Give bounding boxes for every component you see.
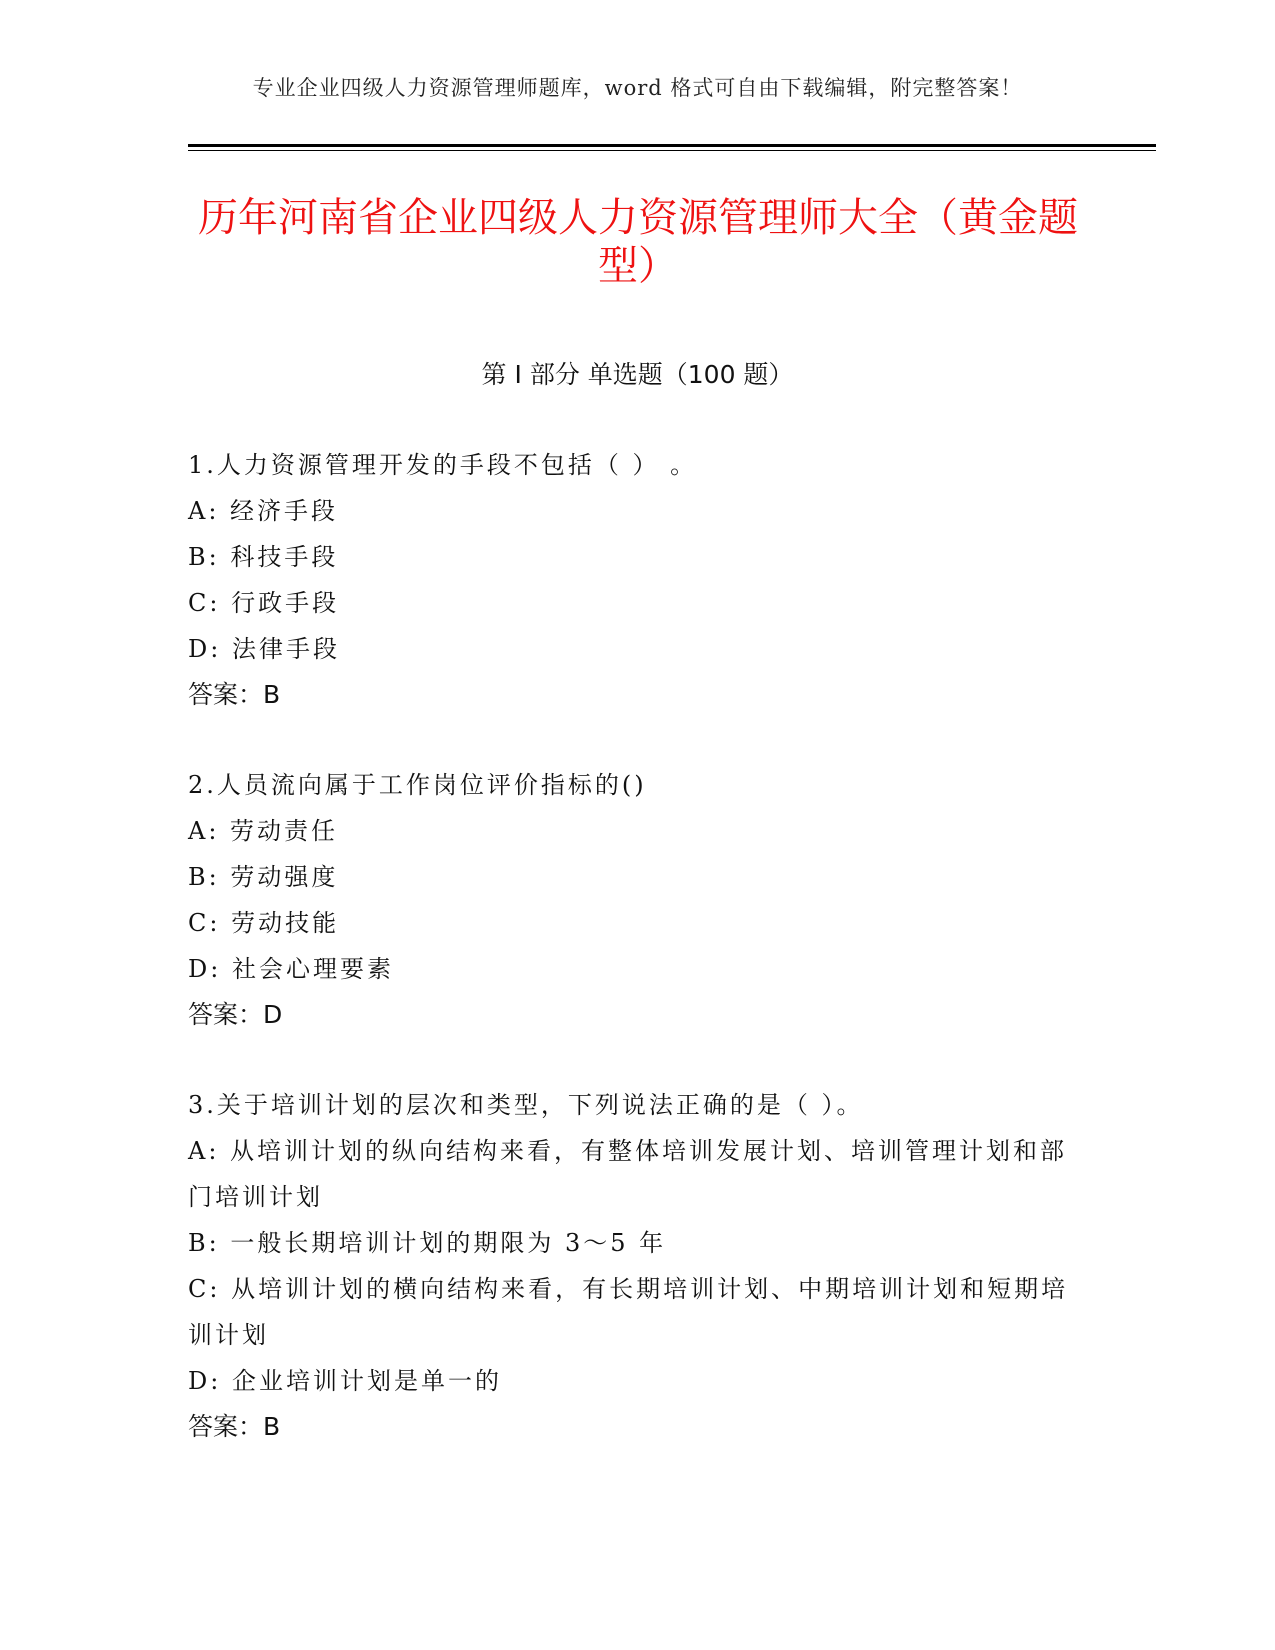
option-d: D: 法律手段 xyxy=(188,635,340,663)
header-note: 专业企业四级人力资源管理师题库，word 格式可自由下载编辑，附完整答案！ xyxy=(252,76,1023,100)
option-a: A: 从培训计划的纵向结构来看，有整体培训发展计划、培训管理计划和部门培训计划 xyxy=(188,1137,1068,1211)
question-stem: 1.人力资源管理开发的手段不包括（ ） 。 xyxy=(188,451,698,479)
option-a: A: 经济手段 xyxy=(188,497,339,525)
answer: 答案：B xyxy=(188,1412,281,1441)
question-2 xyxy=(188,762,1088,1038)
answer: 答案：B xyxy=(188,680,281,709)
header-rule-thick xyxy=(188,144,1156,147)
option-b: B: 科技手段 xyxy=(188,543,339,571)
question-3 xyxy=(188,1082,1088,1450)
section-title: 第 I 部分 单选题（100 题） xyxy=(481,360,794,389)
option-c: C: 行政手段 xyxy=(188,589,340,617)
option-c: C: 劳动技能 xyxy=(188,909,340,937)
answer: 答案：D xyxy=(188,1000,283,1029)
option-b: B: 一般长期培训计划的期限为 3～5 年 xyxy=(188,1229,667,1257)
document-title: 历年河南省企业四级人力资源管理师大全（黄金题型） xyxy=(198,195,1078,289)
header-rule-thin xyxy=(188,150,1156,151)
option-b: B: 劳动强度 xyxy=(188,863,339,891)
question-stem: 2.人员流向属于工作岗位评价指标的() xyxy=(188,771,647,799)
option-a: A: 劳动责任 xyxy=(188,817,339,845)
option-d: D: 企业培训计划是单一的 xyxy=(188,1367,502,1395)
question-list xyxy=(188,442,1088,1494)
option-d: D: 社会心理要素 xyxy=(188,955,394,983)
question-1 xyxy=(188,442,1088,718)
question-stem: 3.关于培训计划的层次和类型，下列说法正确的是（ ）。 xyxy=(188,1091,864,1119)
option-c: C: 从培训计划的横向结构来看，有长期培训计划、中期培训计划和短期培训计划 xyxy=(188,1275,1069,1349)
